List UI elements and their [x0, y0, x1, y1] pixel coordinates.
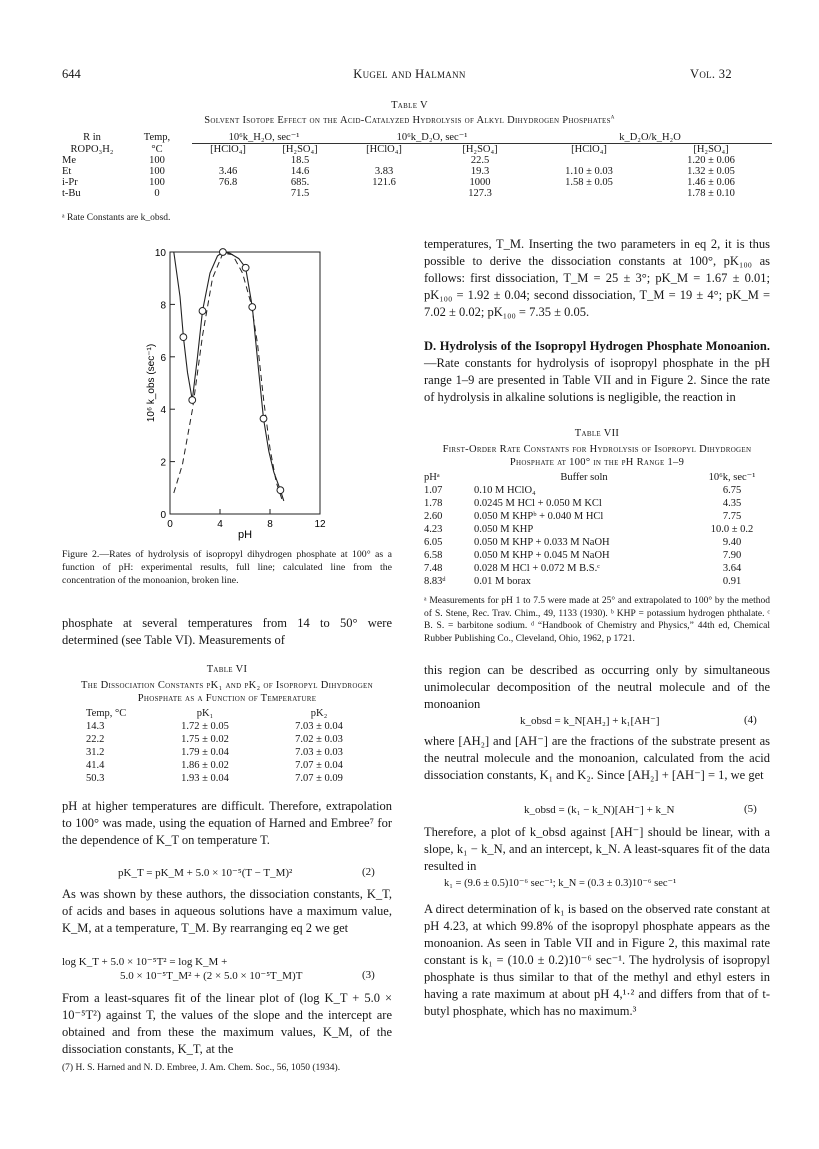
table6-row	[86, 759, 376, 772]
table7-cell: 6.58	[424, 550, 443, 561]
table6-cell: 7.07 ± 0.09	[295, 773, 343, 784]
table6-row	[86, 733, 376, 746]
table7-cell: 7.75	[722, 511, 742, 522]
table7-cell: 10.0 ± 0.2	[710, 524, 754, 535]
table5-row	[62, 155, 772, 166]
y-tick-label: 4	[160, 405, 166, 417]
table5-cell	[192, 155, 264, 166]
table5-cell	[192, 188, 264, 199]
table7-header-k: 10⁶k, sec⁻¹	[708, 472, 756, 483]
table7-cell: 7.90	[722, 550, 742, 561]
table5-cell: 1.10 ± 0.03	[565, 166, 613, 177]
table5-header-kh2o: 10⁶k_H₂O, sec⁻¹	[192, 131, 336, 144]
table5-cell	[528, 188, 650, 199]
table6-header-pk1: pK₁	[196, 708, 214, 719]
table7-cell: 0.050 M KHP + 0.045 M NaOH	[474, 550, 610, 561]
table7-cell: 2.60	[424, 511, 443, 522]
section-d-heading: D. Hydrolysis of the Isopropyl Hydrogen Phosphate Monoanion.	[424, 339, 770, 353]
table5-header-temp: Temp,	[143, 131, 171, 143]
table5-row	[62, 188, 772, 199]
table6-title: The Dissociation Constants pK₁ and pK₂ of Isopropyl Dihydrogen Phosphate as a Function of Temperature	[81, 680, 373, 704]
section-d-text: —Rate constants for hydrolysis of isopropyl phosphate in the pH range 1–9 are presented in Table VII and in Figure 2. Since the rate of hydrolysis in alkaline solutions is negligible, the reaction in	[424, 356, 770, 404]
table6-cell: 50.3	[86, 773, 105, 784]
table7-cell: 6.75	[722, 485, 742, 496]
table7-cell: 4.23	[424, 524, 443, 535]
table6-cell: 7.02 ± 0.03	[295, 734, 343, 745]
table5-col-h2so4: [H₂SO₄]	[282, 144, 318, 155]
table7-cell: 0.01 M borax	[474, 576, 531, 587]
table6-cell: 1.75 ± 0.02	[181, 734, 229, 745]
table5-cell: 127.3	[468, 188, 492, 199]
table5-col-h2so4: [H₂SO₄]	[462, 144, 498, 155]
table7-footnote: ᵃ Measurements for pH 1 to 7.5 were made at 25° and extrapolated to 100° by the method of S. Stene, Rec. Trav. Chim., 49, 1133 (1930). ᵇ KHP = potassium hydrogen phthalate. ᶜ B. S. = barbitone sodium. ᵈ “Handbook of Chemistry and Physics,” 44th ed, Chemical Rubber Publishing Co., Cleveland, Ohio, 1962, p 1721.	[424, 596, 770, 644]
left-paragraph-1: phosphate at several temperatures from 14 to 50° were determined (see Table VI). Measurements of	[62, 616, 392, 647]
table7-cell: 0.050 M KHPᵇ + 0.040 M HCl	[474, 511, 604, 522]
equation-3b: 5.0 × 10⁻⁵T_M² + (2 × 5.0 × 10⁻⁵T_M)T	[120, 970, 303, 982]
table7-cell: 0.028 M HCl + 0.072 M B.S.ᶜ	[474, 563, 600, 574]
table7-label: Table VII	[574, 428, 620, 439]
table5-cell: 1.20 ± 0.06	[687, 155, 735, 166]
table7-row	[424, 549, 770, 562]
table5-cell: Me	[62, 155, 76, 166]
table6-row	[86, 720, 376, 733]
table5-col-hclo4: [HClO₄]	[571, 144, 607, 155]
table5-cell: 71.5	[290, 188, 310, 199]
table7-row	[424, 562, 770, 575]
table5-cell: 100	[149, 166, 165, 177]
table6-row	[86, 746, 376, 759]
table5-cell: 100	[149, 177, 165, 188]
section-d	[424, 338, 770, 406]
table7-cell: 0.10 M HClO₄	[474, 485, 536, 496]
table5-cell	[528, 155, 650, 166]
table6-cell: 31.2	[86, 747, 105, 758]
table5-cell: t-Bu	[62, 188, 81, 199]
y-tick-label: 8	[160, 300, 166, 312]
table7-title: First-Order Rate Constants for Hydrolysis of Isopropyl Dihydrogen Phosphate at 100° in the pH Range 1–9	[442, 444, 752, 468]
y-tick-label: 10	[154, 248, 166, 259]
table7-cell: 0.050 M KHP	[474, 524, 534, 535]
table7-row	[424, 536, 770, 549]
equation-5-number: (5)	[744, 803, 757, 815]
table6-cell: 22.2	[86, 734, 105, 745]
table5-cell: 100	[149, 155, 165, 166]
y-tick-label: 6	[160, 352, 166, 364]
left-paragraph-3: As was shown by these authors, the dissociation constants, K_T, of acids and bases in aqueous solutions have a maximum value, K_M, at a temperature, T_M. By rearranging eq 2 we get	[62, 887, 392, 935]
table7-cell: 1.07	[424, 485, 443, 496]
data-point	[199, 308, 206, 315]
table7-row	[424, 523, 770, 536]
page-number: 644	[62, 67, 81, 81]
right-paragraph-5: A direct determination of k₁ is based on the observed rate constant at pH 4.23, at which 99.8% of the isopropyl phosphate appears as the monoanion. As seen in Table VII and in Figure 2, this maximal rate constant is k₁ = (10.0 ± 0.2)10⁻⁶ sec⁻¹. The hydrolysis of isopropyl phosphate is thus similar to that of the methyl and ethyl esters in having a rate maximum at about pH 4,¹·² and differs from that of t-butyl phosphate, which has no maximum.³	[424, 902, 770, 1018]
table5-row	[62, 166, 772, 177]
table5-cell	[336, 188, 432, 199]
x-tick-label: 0	[167, 519, 173, 530]
x-tick-label: 12	[314, 519, 326, 530]
table7-header-buffer: Buffer soln	[560, 472, 608, 483]
table5-cell: 18.5	[290, 155, 310, 166]
equation-3-number: (3)	[362, 969, 375, 981]
table5-col-hclo4: [HClO₄]	[210, 144, 246, 155]
table5-header-r2: ROPO₃H₂	[70, 143, 114, 155]
table5-header-temp2: °C	[151, 143, 163, 155]
x-tick-label: 4	[217, 519, 223, 530]
table5-cell: 14.6	[290, 166, 310, 177]
table5-cell: 76.8	[218, 177, 238, 188]
calculated-line	[174, 253, 283, 501]
table5-header-ratio: k_D₂O/k_H₂O	[528, 131, 772, 144]
equation-4-number: (4)	[744, 714, 757, 726]
data-point	[189, 397, 196, 404]
left-paragraph-4: From a least-squares fit of the linear plot of (log K_T + 5.0 × 10⁻⁵T²) against T, the values of the slope and the intercept are obtained and from these the maximum values, K_M, of the dissociation constants, K_T, at the	[62, 991, 392, 1056]
y-tick-label: 2	[160, 457, 166, 469]
equation-2-number: (2)	[362, 866, 375, 878]
equation-5: k_obsd = (k₁ − k_N)[AH⁻] + k_N	[524, 804, 675, 816]
x-axis-label: pH	[237, 529, 253, 541]
equation-6: k₁ = (9.6 ± 0.5)10⁻⁶ sec⁻¹; k_N = (0.3 ± 0.3)10⁻⁶ sec⁻¹	[444, 878, 677, 889]
data-point	[180, 334, 187, 341]
table6-header-pk2: pK₂	[310, 708, 328, 719]
table7-row	[424, 575, 770, 588]
table7-cell: 8.83ᵈ	[424, 576, 446, 587]
left-paragraph-2: pH at higher temperatures are difficult. Therefore, extrapolation to 100° was made, using the equation of Harned and Embree⁷ for the dependence of K_T on temperature T.	[62, 799, 392, 847]
y-tick-label: 0	[160, 510, 166, 521]
data-point	[219, 249, 226, 256]
table7-cell: 0.0245 M HCl + 0.050 M KCl	[474, 498, 602, 509]
data-point	[277, 487, 284, 494]
table5-cell: 1.78 ± 0.10	[687, 188, 735, 199]
table6-cell: 1.93 ± 0.04	[181, 773, 229, 784]
table5-header-r: R in	[83, 131, 101, 143]
running-title: Kugel and Halmann	[353, 67, 466, 81]
table6-cell: 14.3	[86, 721, 105, 732]
table5-cell: i-Pr	[62, 177, 78, 188]
equation-3a: log K_T + 5.0 × 10⁻⁵T² = log K_M +	[62, 956, 228, 968]
right-paragraph-3: where [AH₂] and [AH⁻] are the fractions of the substrate present as the neutral molecule and the monoanion, calculated from the acid dissociation constants, K₁ and K₂. Since [AH₂] + [AH⁻] = 1, we get	[424, 734, 770, 782]
volume: Vol. 32	[690, 67, 732, 81]
table5-cell	[336, 155, 432, 166]
x-tick-label: 8	[267, 519, 273, 530]
data-point	[242, 264, 249, 271]
table7-cell: 0.050 M KHP + 0.033 M NaOH	[474, 537, 610, 548]
right-paragraph-2: this region can be described as occurring only by simultaneous unimolecular decomposition of the neutral molecule and of the monoanion	[424, 663, 770, 711]
figure2-chart	[140, 238, 340, 544]
table6-cell: 7.07 ± 0.04	[295, 760, 343, 771]
figure2-caption: Figure 2.—Rates of hydrolysis of isopropyl dihydrogen phosphate at 100° as a function of pH: experimental results, full line; calculated line from the concentration of the monoanion, broken line.	[62, 549, 392, 586]
table7-row	[424, 510, 770, 523]
table7-cell: 6.05	[424, 537, 443, 548]
table6-header-temp: Temp, °C	[86, 708, 127, 719]
table6-label: Table VI	[206, 664, 248, 675]
table5-row	[62, 177, 772, 188]
table6-cell: 7.03 ± 0.03	[295, 747, 343, 758]
equation-2: pK_T = pK_M + 5.0 × 10⁻⁵(T − T_M)²	[118, 867, 293, 879]
table7-row	[424, 484, 770, 497]
table7-cell: 0.91	[722, 576, 742, 587]
table7-cell: 7.48	[424, 563, 443, 574]
footnote-7: (7) H. S. Harned and N. D. Embree, J. Am. Chem. Soc., 56, 1050 (1934).	[62, 1063, 341, 1073]
table7	[424, 471, 770, 588]
table7-cell: 3.64	[722, 563, 742, 574]
table6-cell: 1.86 ± 0.02	[181, 760, 229, 771]
table7-row	[424, 497, 770, 510]
table5-cell: 0	[154, 188, 160, 199]
table5-cell: 1.58 ± 0.05	[565, 177, 613, 188]
table5-title: Solvent Isotope Effect on the Acid-Catalyzed Hydrolysis of Alkyl Dihydrogen Phosphates$^a$	[204, 111, 615, 126]
table5-col-hclo4: [HClO₄]	[366, 144, 402, 155]
table5	[62, 131, 772, 199]
plot-frame	[170, 252, 320, 514]
table6-cell: 1.72 ± 0.05	[181, 721, 229, 732]
table5-label: Table V	[391, 100, 428, 111]
table7-header-ph: pHᵃ	[424, 472, 440, 483]
table5-cell: 3.83	[374, 166, 394, 177]
table7-cell: 1.78	[424, 498, 443, 509]
table5-cell: 1.32 ± 0.05	[687, 166, 735, 177]
data-point	[260, 415, 267, 422]
table7-cell: 9.40	[722, 537, 742, 548]
equation-4: k_obsd = k_N[AH₂] + k₁[AH⁻]	[520, 715, 660, 727]
table5-cell: 1.46 ± 0.06	[687, 177, 735, 188]
table6-cell: 7.03 ± 0.04	[295, 721, 343, 732]
table6-row	[86, 772, 376, 785]
table6	[86, 707, 376, 785]
table5-header-kd2o: 10⁶k_D₂O, sec⁻¹	[336, 131, 528, 144]
table6-cell: 1.79 ± 0.04	[181, 747, 229, 758]
table5-col-h2so4: [H₂SO₄]	[693, 144, 729, 155]
table5-footnote: ᵃ Rate Constants are k_obsd.	[62, 213, 171, 223]
table5-cell: 685.	[290, 177, 310, 188]
y-axis-label: 10⁶ k_obs (sec⁻¹)	[146, 343, 157, 423]
table6-cell: 41.4	[86, 760, 105, 771]
table7-cell: 4.35	[722, 498, 742, 509]
table5-cell: 1000	[469, 177, 491, 188]
experimental-line	[174, 252, 284, 501]
table5-cell: 19.3	[470, 166, 490, 177]
data-point	[249, 304, 256, 311]
table5-cell: 121.6	[372, 177, 396, 188]
right-paragraph-1: temperatures, T_M. Inserting the two parameters in eq 2, it is thus possible to derive the dissociation constants at 100°, pK₁₀₀ as follows: first dissociation, T_M = 25 ± 3°; pK_M = 1.67 ± 0.01; pK₁₀₀ = 1.92 ± 0.04; second dissociation, T_M = 19 ± 4°; pK_M = 7.02 ± 0.02; pK₁₀₀ = 7.35 ± 0.05.	[424, 237, 770, 319]
table5-cell: 22.5	[470, 155, 490, 166]
table5-cell: 3.46	[218, 166, 238, 177]
table5-cell: Et	[62, 166, 72, 177]
right-paragraph-4: Therefore, a plot of k_obsd against [AH⁻] should be linear, with a slope, k₁ − k_N, and an intercept, k_N. A least-squares fit of the data resulted in	[424, 825, 770, 873]
